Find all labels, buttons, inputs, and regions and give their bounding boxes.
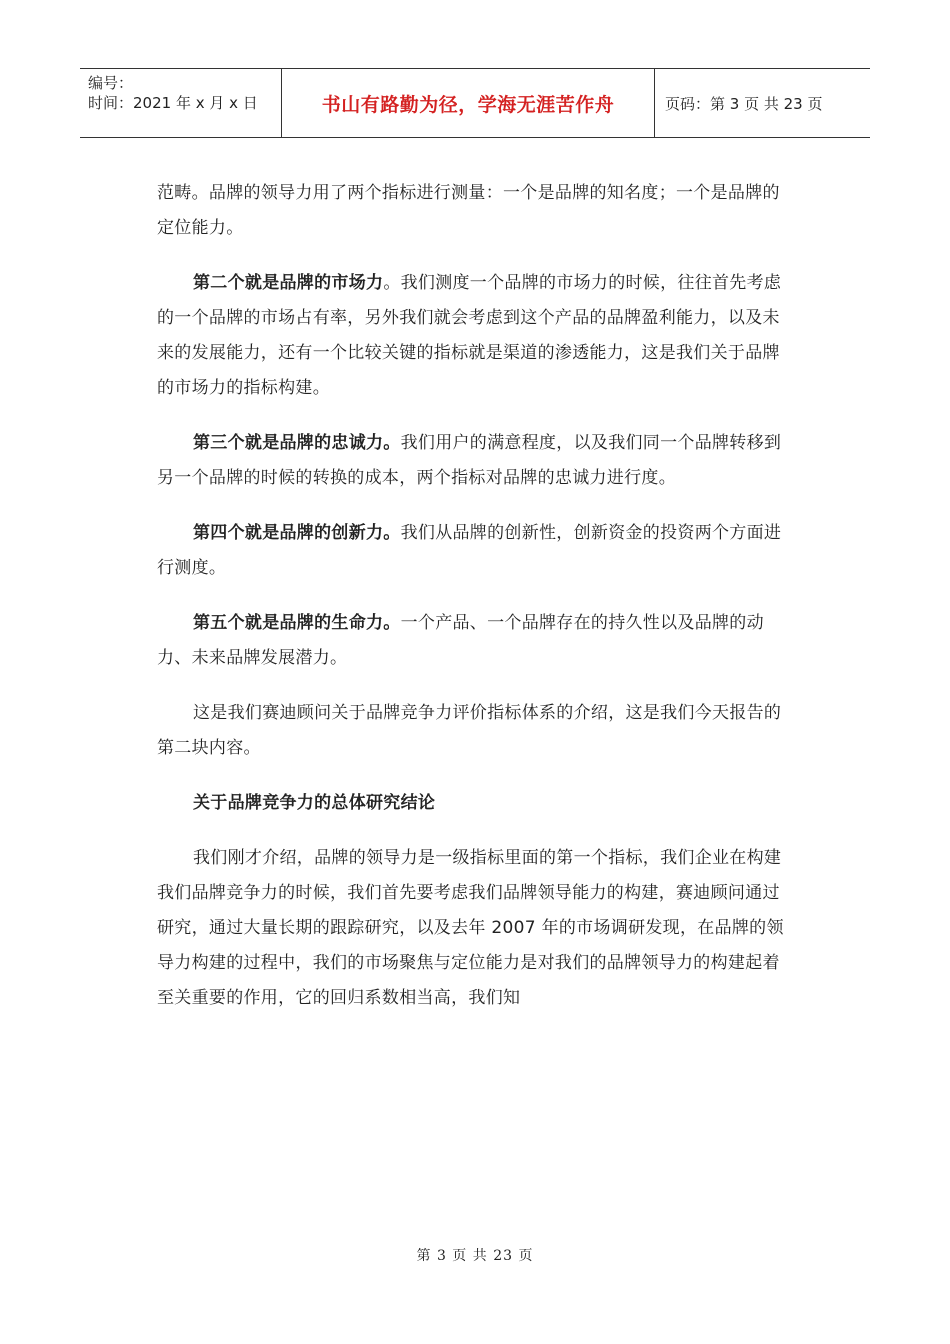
paragraph-text: 。我们测度一个品牌的市场力的时候，往往首先考虑的一个品牌的市场占有率，另外我们就会考虑到这个产品的品牌盈利能力，以及未来的发展能力，还有一个比较关键的指标就是渠道的渗透能力，这是我们关于品牌的市场力的指标构建。: [157, 273, 782, 398]
document-number-label: 编号：: [88, 74, 134, 92]
paragraph-lead: 第四个就是品牌的创新力。: [193, 523, 401, 543]
document-date: 时间：2021 年 x 月 x 日: [88, 94, 258, 112]
paragraph-loyalty: [157, 426, 793, 496]
paragraph-text: 我们从品牌的创新性，创新资金的投资两个方面进行测度。: [157, 523, 782, 578]
paragraph-lead: 第二个就是品牌的市场力: [193, 273, 384, 293]
header-page-info: 页码：第 3 页 共 23 页: [665, 94, 823, 113]
paragraph-lead: 第五个就是品牌的生命力。: [193, 613, 401, 633]
section-heading: 关于品牌竞争力的总体研究结论: [193, 793, 436, 813]
page-header: [80, 68, 870, 138]
paragraph: 我们刚才介绍，品牌的领导力是一级指标里面的第一个指标，我们企业在构建我们品牌竞争力的时候，我们首先要考虑我们品牌领导能力的构建，赛迪顾问通过研究，通过大量长期的跟踪研究，以及去年 2007 年的市场调研发现，在品牌的领导力构建的过程中，我们的市场聚焦与定位能力是对我们的品牌领导力的构建起着至关重要的作用，它的回归系数相当高，我们知: [157, 848, 784, 1008]
header-meta: [80, 69, 281, 137]
paragraph-innovation: [157, 516, 793, 586]
paragraph-market-power: [157, 266, 793, 406]
paragraph-lead: 第三个就是品牌的忠诚力。: [193, 433, 401, 453]
paragraph: 范畴。品牌的领导力用了两个指标进行测量：一个是品牌的知名度；一个是品牌的定位能力。: [157, 183, 780, 238]
paragraph: 这是我们赛迪顾问关于品牌竞争力评价指标体系的介绍，这是我们今天报告的第二块内容。: [157, 703, 782, 758]
paragraph-text: 我们用户的满意程度，以及我们同一个品牌转移到另一个品牌的时候的转换的成本，两个指标对品牌的忠诚力进行度。: [157, 433, 782, 488]
page-footer: 第 3 页 共 23 页: [416, 1248, 534, 1264]
paragraph-text: 一个产品、一个品牌存在的持久性以及品牌的动力、未来品牌发展潜力。: [157, 613, 764, 668]
document-body: [157, 176, 793, 1036]
paragraph-vitality: [157, 606, 793, 676]
header-motto: 书山有路勤为径，学海无涯苦作舟: [281, 69, 655, 137]
